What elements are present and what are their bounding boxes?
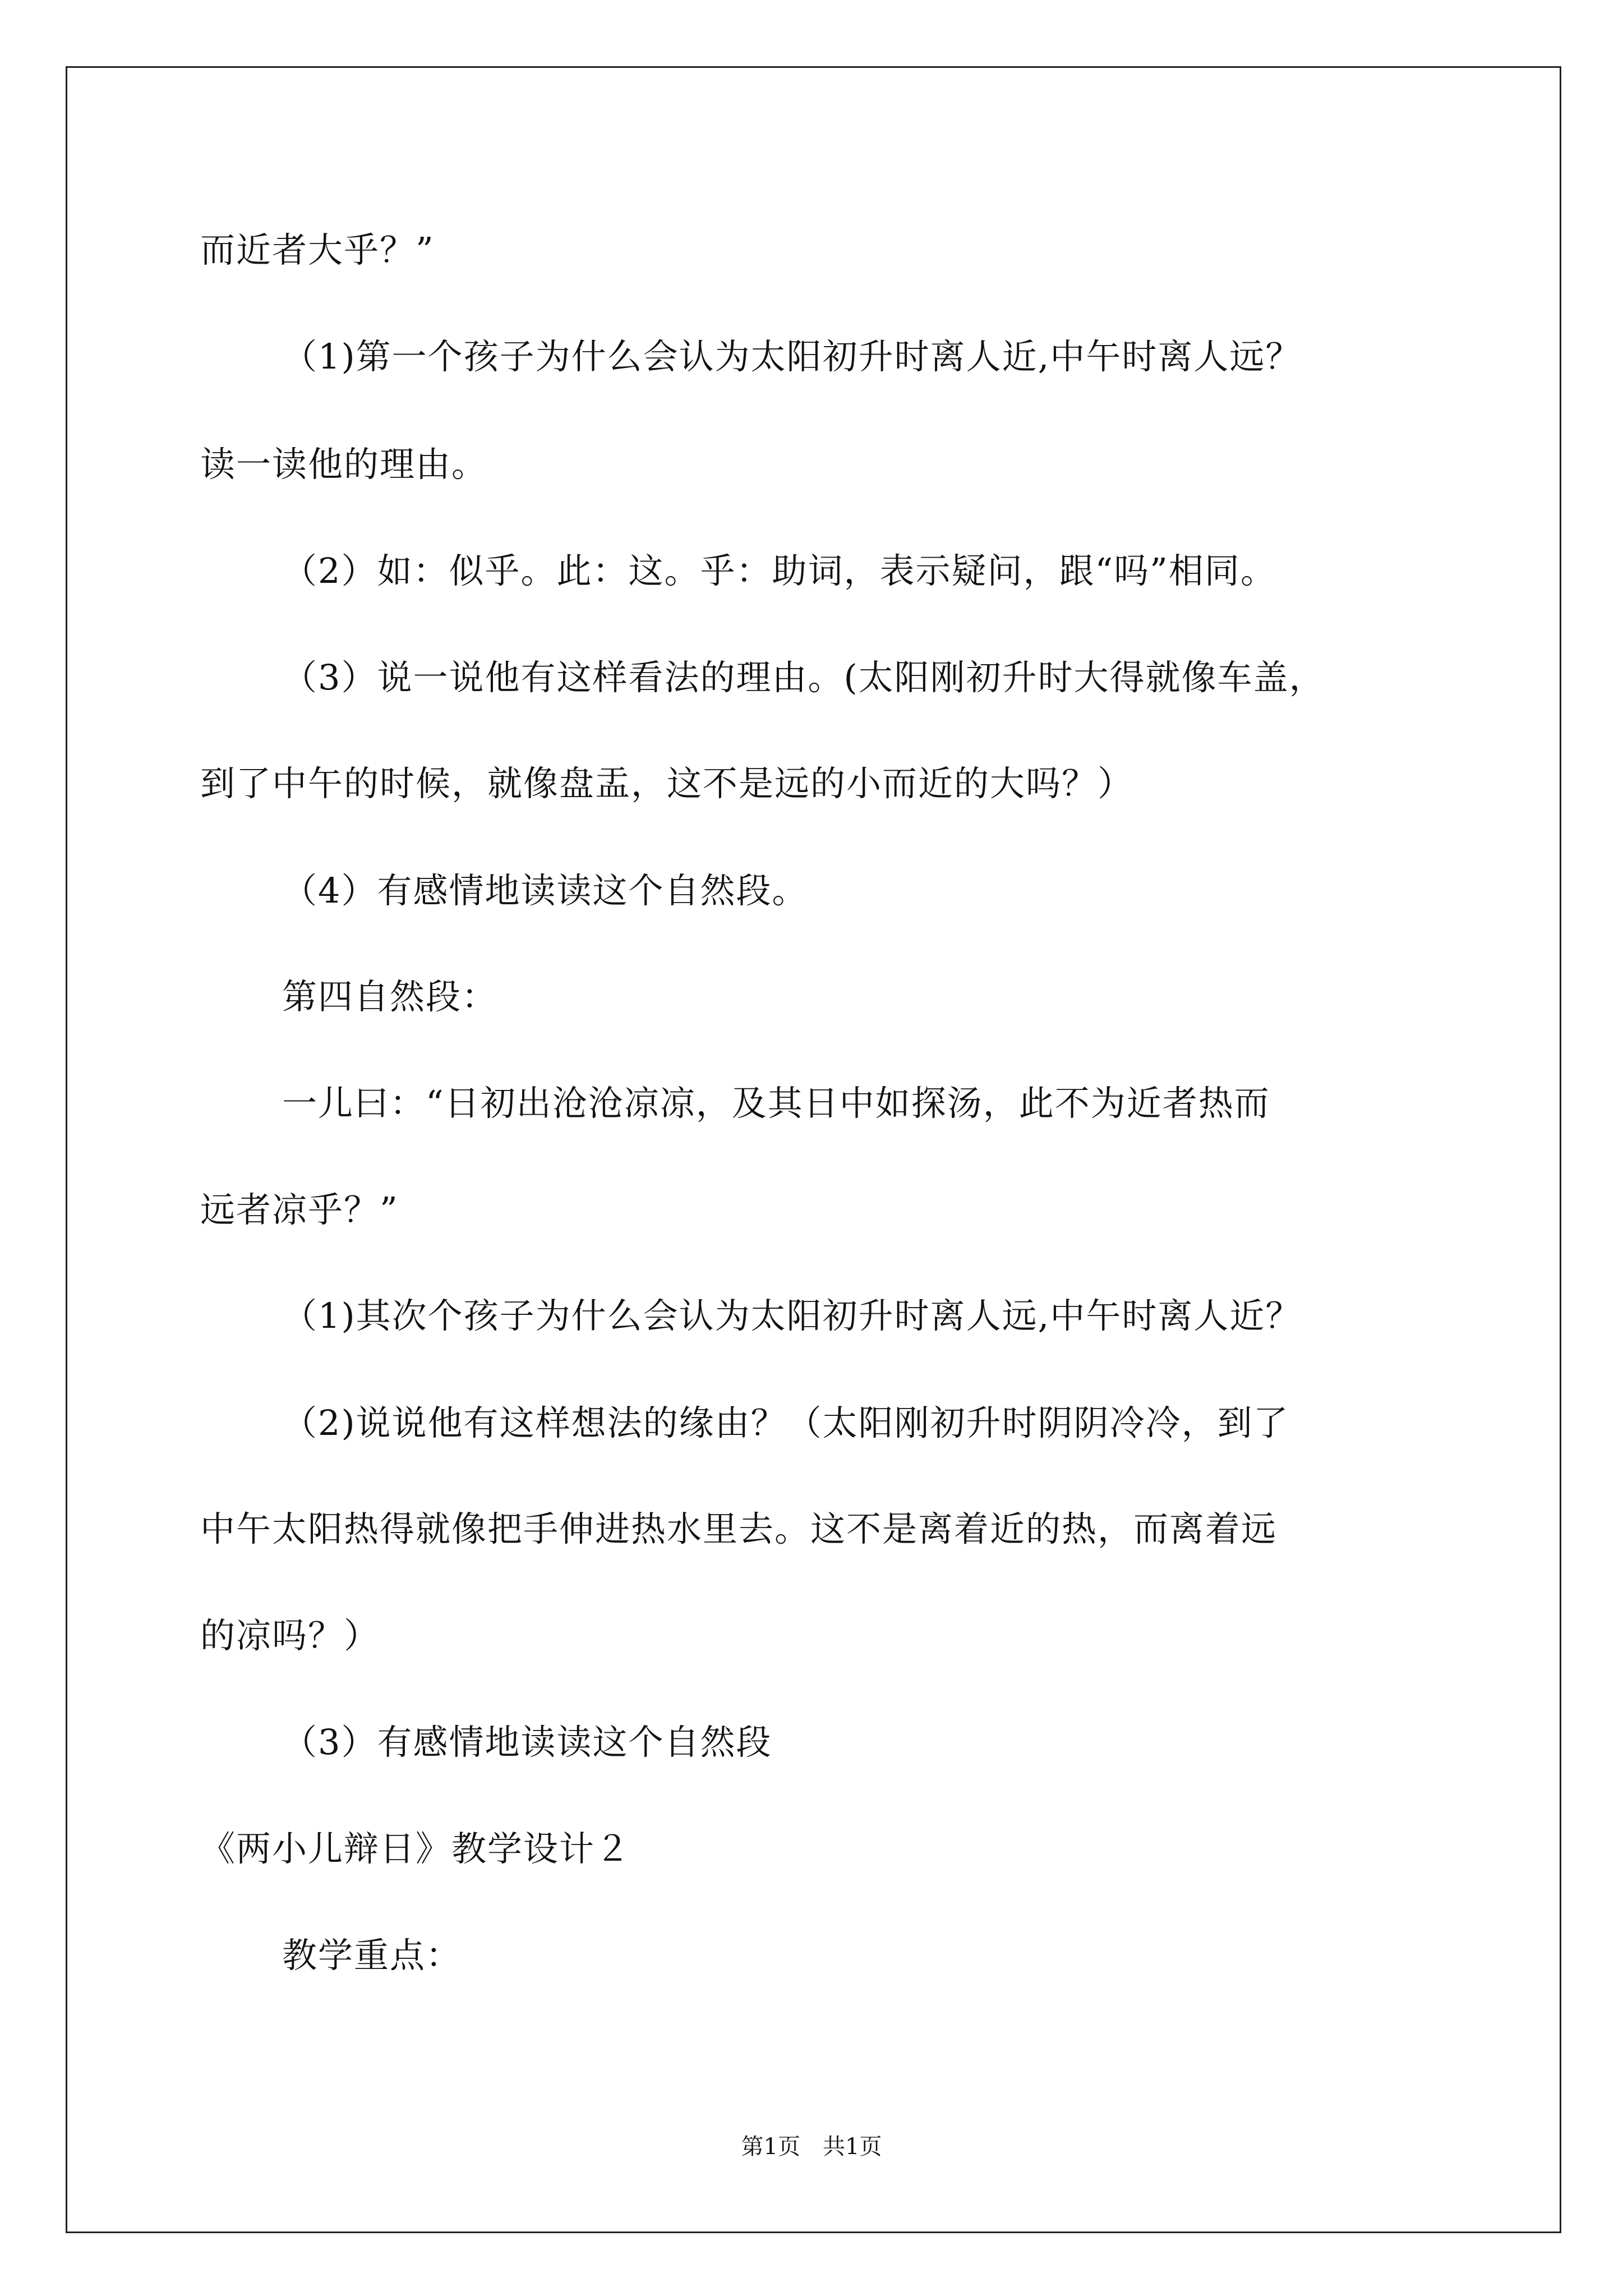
text-line-1: 而近者大乎？” — [200, 229, 435, 270]
text-line-14: 的凉吗？） — [200, 1615, 380, 1656]
text-line-8: 第四自然段： — [282, 976, 498, 1017]
text-line-2: （1)第一个孩子为什么会认为太阳初升时离人近,中午时离人远？ — [282, 336, 1302, 377]
page-number-footer: 第1页 共1页 — [741, 2134, 882, 2160]
text-line-11: （1)其次个孩子为什么会认为太阳初升时离人远,中午时离人近？ — [282, 1295, 1302, 1336]
text-line-7: （4）有感情地读读这个自然段。 — [282, 870, 808, 911]
text-line-9: 一儿曰：“日初出沧沧凉凉，及其日中如探汤，此不为近者热而 — [282, 1083, 1270, 1124]
page-border — [66, 66, 1561, 2233]
text-line-17: 教学重点： — [282, 1935, 462, 1976]
text-line-13: 中午太阳热得就像把手伸进热水里去。这不是离着近的热，而离着远 — [200, 1508, 1278, 1549]
text-line-5: （3）说一说他有这样看法的理由。(太阳刚初升时大得就像车盖， — [282, 657, 1325, 698]
text-line-10: 远者凉乎？” — [200, 1189, 399, 1230]
text-line-6: 到了中午的时候，就像盘盂，这不是远的小而近的大吗？） — [200, 763, 1134, 804]
text-line-15: （3）有感情地读读这个自然段 — [282, 1722, 772, 1763]
text-line-4: （2）如：似乎。此：这。乎：助词，表示疑问，跟“吗”相同。 — [282, 550, 1276, 591]
text-line-3: 读一读他的理由。 — [200, 444, 488, 485]
text-line-12: （2)说说他有这样想法的缘由？（太阳刚初升时阴阴冷冷，到了 — [282, 1402, 1289, 1443]
section-heading: 《两小儿辩日》教学设计２ — [200, 1828, 631, 1869]
